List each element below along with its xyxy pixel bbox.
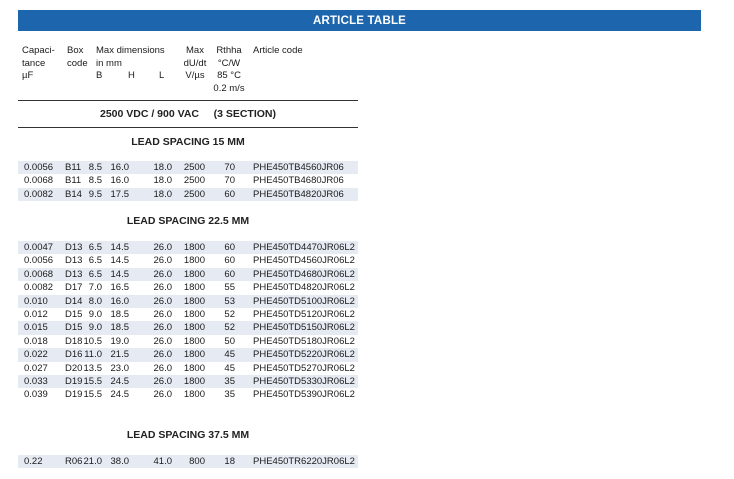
cell-rthha: 60 <box>224 242 235 253</box>
header-h: H <box>128 70 135 81</box>
table-row <box>18 348 358 361</box>
cell-l: 26.0 <box>153 268 172 280</box>
cell-dudt: 1800 <box>183 375 205 387</box>
cell-l: 26.0 <box>153 242 172 253</box>
table-row <box>18 161 358 174</box>
cell-capacitance: 0.027 <box>24 362 48 374</box>
cell-box-code: R06 <box>65 456 83 467</box>
cell-rthha: 45 <box>224 349 235 361</box>
table-row <box>18 321 358 334</box>
cell-rthha: 53 <box>224 295 235 307</box>
cell-dudt: 1800 <box>183 295 205 307</box>
voltage-section-title: 2500 VDC / 900 VAC (3 SECTION) <box>99 108 277 120</box>
cell-dudt: 1800 <box>183 242 205 253</box>
cell-h: 19.0 <box>110 335 129 347</box>
cell-h: 24.5 <box>110 375 129 387</box>
table-row <box>18 295 358 308</box>
header-article-code: Article code <box>253 45 303 56</box>
cell-dudt: 1800 <box>183 322 205 334</box>
cell-b: 21.0 <box>83 456 102 467</box>
cell-b: 11.0 <box>84 349 102 361</box>
cell-l: 26.0 <box>153 335 172 347</box>
cell-article-code: PHE450TD4680JR06L2 <box>253 268 355 280</box>
cell-capacitance: 0.0068 <box>24 175 54 187</box>
cell-b: 13.5 <box>83 362 102 374</box>
cell-b: 9.0 <box>88 322 102 334</box>
header-l: L <box>159 70 165 81</box>
cell-box-code: D15 <box>65 322 83 334</box>
cell-article-code: PHE450TB4680JR06 <box>253 175 344 187</box>
cell-l: 26.0 <box>153 322 172 334</box>
cell-box-code: D13 <box>65 242 83 253</box>
cell-b: 6.5 <box>88 242 102 253</box>
cell-h: 18.5 <box>110 322 129 334</box>
cell-h: 16.5 <box>110 282 129 294</box>
table-row <box>18 335 358 348</box>
table-row <box>18 455 358 468</box>
cell-box-code: D14 <box>65 295 83 307</box>
cell-rthha: 35 <box>224 375 235 387</box>
cell-capacitance: 0.0082 <box>24 282 54 294</box>
cell-l: 26.0 <box>153 308 172 320</box>
cell-l: 18.0 <box>153 175 172 187</box>
cell-box-code: D15 <box>65 308 83 320</box>
table-row <box>18 188 358 201</box>
cell-l: 26.0 <box>153 349 172 361</box>
cell-rthha: 70 <box>224 175 235 187</box>
cell-capacitance: 0.039 <box>24 389 48 401</box>
cell-article-code: PHE450TD4560JR06L2 <box>253 255 355 267</box>
cell-b: 10.5 <box>83 335 102 347</box>
cell-article-code: PHE450TD5150JR06L2 <box>253 322 355 334</box>
cell-l: 26.0 <box>153 362 172 374</box>
table-row <box>18 308 358 321</box>
cell-rthha: 60 <box>224 188 235 200</box>
cell-l: 18.0 <box>153 188 172 200</box>
cell-article-code: PHE450TD4820JR06L2 <box>253 282 355 294</box>
table-group-37-5mm <box>18 455 358 468</box>
cell-article-code: PHE450TR6220JR06L2 <box>253 456 355 467</box>
cell-b: 8.5 <box>88 162 102 173</box>
cell-article-code: PHE450TB4560JR06 <box>253 162 344 173</box>
table-row <box>18 362 358 375</box>
cell-rthha: 52 <box>224 308 235 320</box>
cell-b: 15.5 <box>83 375 102 387</box>
cell-h: 18.5 <box>110 308 129 320</box>
cell-b: 9.5 <box>88 188 102 200</box>
table-row <box>18 254 358 267</box>
cell-capacitance: 0.0082 <box>24 188 54 200</box>
cell-dudt: 1800 <box>183 362 205 374</box>
cell-h: 16.0 <box>110 162 129 173</box>
cell-capacitance: 0.22 <box>24 456 43 467</box>
header-rthha: Rthha °C/W 85 °C 0.2 m/s <box>213 45 245 94</box>
cell-article-code: PHE450TD5390JR06L2 <box>253 389 355 401</box>
cell-dudt: 2500 <box>183 162 205 173</box>
cell-rthha: 50 <box>224 335 235 347</box>
cell-l: 18.0 <box>153 162 172 173</box>
cell-rthha: 18 <box>224 456 235 467</box>
cell-h: 38.0 <box>110 456 129 467</box>
cell-h: 16.0 <box>110 175 129 187</box>
cell-dudt: 800 <box>189 456 205 467</box>
table-row <box>18 268 358 281</box>
cell-capacitance: 0.0056 <box>24 162 54 173</box>
table-row <box>18 241 358 254</box>
cell-h: 21.5 <box>110 349 129 361</box>
cell-b: 8.5 <box>88 175 102 187</box>
cell-l: 26.0 <box>153 255 172 267</box>
cell-capacitance: 0.033 <box>24 375 48 387</box>
cell-capacitance: 0.0056 <box>24 255 54 267</box>
header-divider <box>18 100 358 101</box>
cell-rthha: 35 <box>224 389 235 401</box>
cell-h: 14.5 <box>110 242 129 253</box>
group-title-15mm: LEAD SPACING 15 MM <box>131 136 245 148</box>
group-title-37-5mm: LEAD SPACING 37.5 MM <box>126 429 250 441</box>
cell-box-code: D16 <box>65 349 83 361</box>
cell-dudt: 2500 <box>183 188 205 200</box>
cell-dudt: 1800 <box>183 349 205 361</box>
cell-h: 14.5 <box>110 255 129 267</box>
cell-box-code: D13 <box>65 268 83 280</box>
cell-rthha: 60 <box>224 268 235 280</box>
header-b: B <box>96 70 103 81</box>
cell-article-code: PHE450TB4820JR06 <box>253 188 344 200</box>
cell-b: 7.0 <box>88 282 102 294</box>
cell-b: 15.5 <box>83 389 102 401</box>
cell-capacitance: 0.022 <box>24 349 48 361</box>
header-capacitance: Capaci- tance µF <box>22 45 55 81</box>
cell-article-code: PHE450TD5120JR06L2 <box>253 308 355 320</box>
cell-dudt: 1800 <box>183 389 205 401</box>
cell-l: 26.0 <box>153 389 172 401</box>
table-row <box>18 281 358 294</box>
cell-h: 23.0 <box>110 362 129 374</box>
cell-dudt: 1800 <box>183 335 205 347</box>
cell-rthha: 60 <box>224 255 235 267</box>
cell-capacitance: 0.010 <box>24 295 48 307</box>
cell-box-code: B11 <box>65 175 82 187</box>
cell-rthha: 70 <box>224 162 235 173</box>
cell-b: 8.0 <box>88 295 102 307</box>
cell-box-code: D19 <box>65 389 83 401</box>
cell-b: 6.5 <box>88 255 102 267</box>
cell-capacitance: 0.012 <box>24 308 48 320</box>
cell-l: 26.0 <box>153 375 172 387</box>
cell-box-code: D18 <box>65 335 83 347</box>
cell-article-code: PHE450TD4470JR06L2 <box>253 242 355 253</box>
cell-dudt: 1800 <box>183 268 205 280</box>
cell-l: 41.0 <box>153 456 172 467</box>
cell-dudt: 1800 <box>183 308 205 320</box>
cell-dudt: 1800 <box>183 255 205 267</box>
cell-b: 9.0 <box>88 308 102 320</box>
header-max-dimensions: Max dimensions in mm <box>96 45 165 69</box>
cell-box-code: D19 <box>65 375 83 387</box>
cell-capacitance: 0.015 <box>24 322 48 334</box>
cell-capacitance: 0.0068 <box>24 268 54 280</box>
header-dudt: Max dU/dt V/µs <box>183 45 207 81</box>
cell-article-code: PHE450TD5100JR06L2 <box>253 295 355 307</box>
table-group-15mm <box>18 161 358 201</box>
cell-dudt: 1800 <box>183 282 205 294</box>
table-row <box>18 375 358 388</box>
cell-b: 6.5 <box>88 268 102 280</box>
header-box-code: Box code <box>67 45 88 69</box>
article-table-banner: ARTICLE TABLE <box>18 10 701 31</box>
table-row <box>18 174 358 187</box>
cell-box-code: D17 <box>65 282 83 294</box>
voltage-divider <box>18 127 358 128</box>
cell-l: 26.0 <box>153 295 172 307</box>
cell-article-code: PHE450TD5270JR06L2 <box>253 362 355 374</box>
cell-capacitance: 0.0047 <box>24 242 54 253</box>
cell-h: 16.0 <box>110 295 129 307</box>
cell-h: 14.5 <box>110 268 129 280</box>
cell-rthha: 45 <box>224 362 235 374</box>
cell-box-code: D20 <box>65 362 83 374</box>
cell-article-code: PHE450TD5180JR06L2 <box>253 335 355 347</box>
table-group-22-5mm <box>18 241 358 402</box>
cell-h: 17.5 <box>110 188 129 200</box>
cell-rthha: 55 <box>224 282 235 294</box>
cell-box-code: B11 <box>65 162 82 173</box>
cell-capacitance: 0.018 <box>24 335 48 347</box>
cell-box-code: D13 <box>65 255 83 267</box>
cell-article-code: PHE450TD5220JR06L2 <box>253 349 355 361</box>
cell-l: 26.0 <box>153 282 172 294</box>
table-row <box>18 388 358 401</box>
cell-article-code: PHE450TD5330JR06L2 <box>253 375 355 387</box>
cell-box-code: B14 <box>65 188 82 200</box>
group-title-22-5mm: LEAD SPACING 22.5 MM <box>126 215 250 227</box>
cell-h: 24.5 <box>110 389 129 401</box>
cell-rthha: 52 <box>224 322 235 334</box>
cell-dudt: 2500 <box>183 175 205 187</box>
